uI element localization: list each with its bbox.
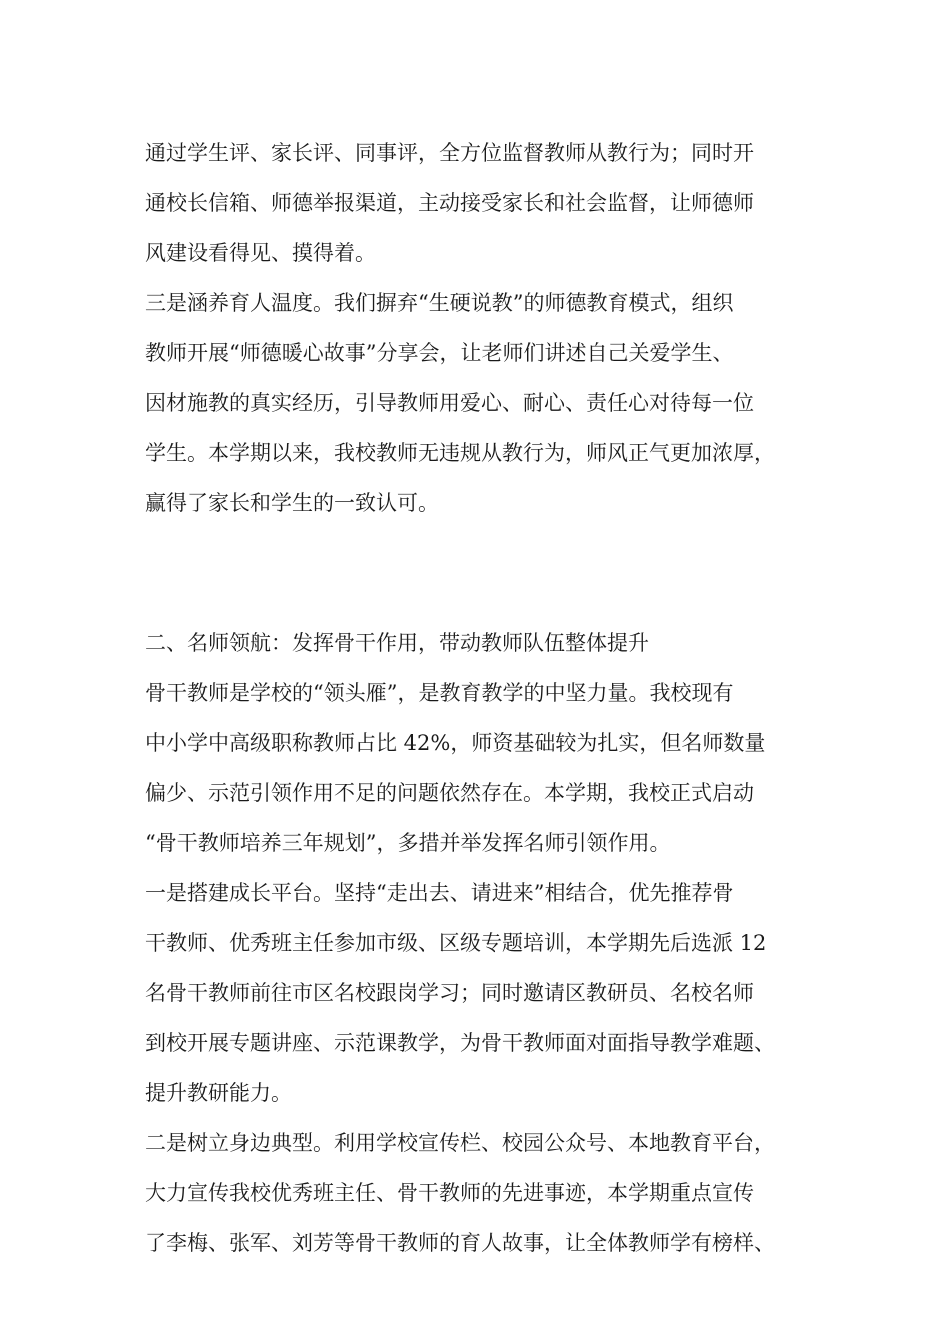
text-line: 中小学中高级职称教师占比 42%，师资基础较为扎实，但名师数量 (145, 731, 766, 755)
text-line: 骨干教师是学校的“领头雁”，是教育教学的中坚力量。我校现有 (145, 681, 734, 705)
text-line: 因材施教的真实经历，引导教师用爱心、耐心、责任心对待每一位 (145, 391, 754, 415)
text-line: “骨干教师培养三年规划”，多措并举发挥名师引领作用。 (145, 831, 671, 855)
text-line: 一是搭建成长平台。坚持“走出去、请进来”相结合，优先推荐骨 (145, 881, 734, 905)
text-line: 偏少、示范引领作用不足的问题依然存在。本学期，我校正式启动 (145, 781, 754, 805)
paragraph-supervision (145, 133, 835, 283)
text-line: 教师开展“师德暖心故事”分享会，让老师们讲述自己关爱学生、 (145, 341, 734, 365)
text-line: 干教师、优秀班主任参加市级、区级专题培训，本学期先后选派 12 (145, 931, 767, 955)
text-line: 提升教研能力。 (145, 1081, 292, 1105)
document-body (145, 133, 835, 1273)
text-line: 风建设看得见、摸得着。 (145, 241, 376, 265)
text-line: 了李梅、张军、刘芳等骨干教师的育人故事，让全体教师学有榜样、 (145, 1231, 775, 1255)
text-line: 大力宣传我校优秀班主任、骨干教师的先进事迹，本学期重点宣传 (145, 1181, 754, 1205)
text-line: 通过学生评、家长评、同事评，全方位监督教师从教行为；同时开 (145, 141, 754, 165)
paragraph-nurture-warmth (145, 283, 835, 533)
text-line: 学生。本学期以来，我校教师无违规从教行为，师风正气更加浓厚， (145, 441, 775, 465)
section-heading: 二、名师领航：发挥骨干作用，带动教师队伍整体提升 (145, 631, 649, 655)
text-line: 二是树立身边典型。利用学校宣传栏、校园公众号、本地教育平台， (145, 1131, 775, 1155)
text-line: 名骨干教师前往市区名校跟岗学习；同时邀请区教研员、名校名师 (145, 981, 754, 1005)
section-spacer (145, 533, 835, 623)
text-line: 到校开展专题讲座、示范课教学，为骨干教师面对面指导教学难题、 (145, 1031, 775, 1055)
text-line: 赢得了家长和学生的一致认可。 (145, 491, 439, 515)
text-line: 通校长信箱、师德举报渠道，主动接受家长和社会监督，让师德师 (145, 191, 754, 215)
text-line: 三是涵养育人温度。我们摒弃“生硬说教”的师德教育模式，组织 (145, 291, 734, 315)
section-famous-teachers (145, 623, 835, 1273)
